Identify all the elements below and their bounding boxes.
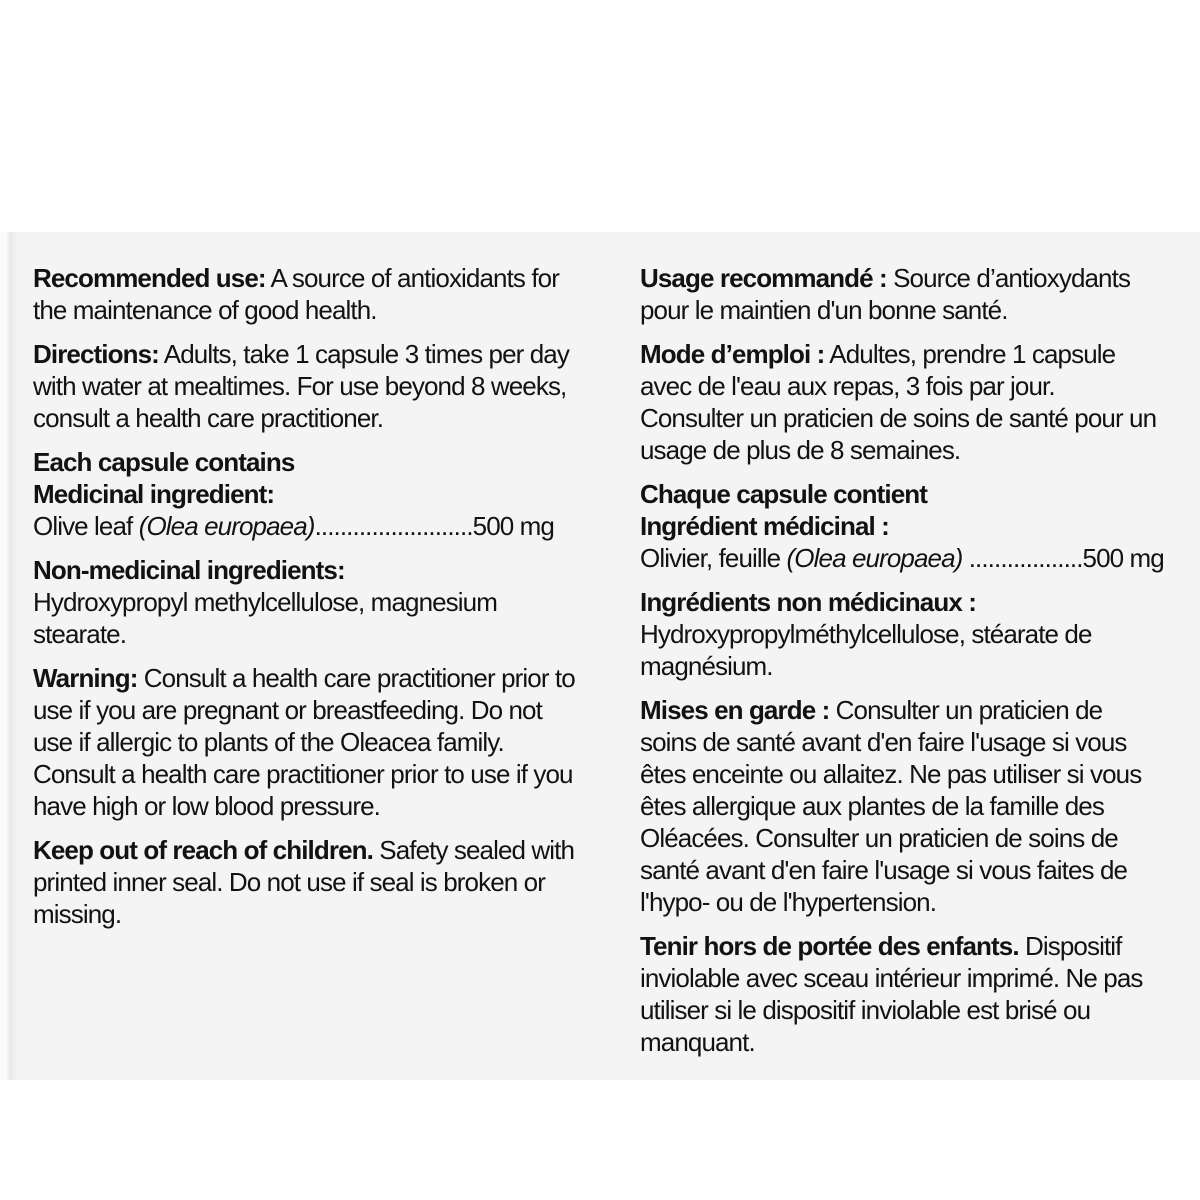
mises-en-garde-paragraph	[640, 694, 1158, 918]
mode-demploi-text: Adultes, prendre 1 capsule avec de l'eau aux repas, 3 fois par jour. Consulter un praticien de soins de santé pour un usage de plus de 8 semaines.	[640, 339, 1157, 465]
medicinal-ingredient-heading: Medicinal ingredient:	[33, 479, 275, 509]
ingredient-amount-fr: 500 mg	[1082, 543, 1164, 573]
dot-leader-fr: ..................	[962, 543, 1083, 573]
keep-out-paragraph	[33, 834, 578, 930]
tenir-hors-text: Dispositif inviolable avec sceau intérieur imprimé. Ne pas utiliser si le dispositif inviolable est brisé ou manquant.	[640, 931, 1143, 1057]
keep-out-text: Safety sealed with printed inner seal. Do not use if seal is broken or missing.	[33, 835, 575, 929]
dot-leader: .........................	[314, 511, 473, 541]
label-panel	[0, 232, 1200, 1080]
ingredients-non-medicinaux-heading: Ingrédients non médicinaux :	[640, 587, 976, 617]
warning-heading: Warning:	[33, 663, 138, 693]
keep-out-heading: Keep out of reach of children.	[33, 835, 373, 865]
chaque-capsule-contient-heading: Chaque capsule contient	[640, 479, 928, 509]
medicinal-ingredient-line	[33, 510, 578, 542]
french-column	[640, 262, 1164, 1070]
mises-en-garde-heading: Mises en garde :	[640, 695, 830, 725]
recommended-use-heading: Recommended use:	[33, 263, 266, 293]
ingredient-name-fr: Olivier, feuille	[640, 543, 787, 573]
non-medicinal-text: Hydroxypropyl methylcellulose, magnesium stearate.	[33, 587, 497, 649]
tenir-hors-paragraph	[640, 930, 1158, 1058]
directions-text: Adults, take 1 capsule 3 times per day with water at mealtimes. For use beyond 8 weeks, consult a health care practitioner.	[33, 339, 569, 433]
ingredient-name: Olive leaf	[33, 511, 139, 541]
recommended-use-paragraph	[33, 262, 578, 326]
label-columns	[0, 232, 1200, 1070]
warning-paragraph	[33, 662, 578, 822]
recommended-use-text: A source of antioxidants for the maintenance of good health.	[33, 263, 559, 325]
mode-demploi-paragraph	[640, 338, 1158, 466]
mises-en-garde-text: Consulter un praticien de soins de santé avant d'en faire l'usage si vous êtes enceinte ou allaitez. Ne pas utiliser si vous êtes allergique aux plantes de la famille des Oléacées. Consulter un praticien de soins de santé avant d'en faire l'usage si vous faites de l'hypo- ou de l'hypertension.	[640, 695, 1142, 917]
directions-heading: Directions:	[33, 339, 159, 369]
usage-recommande-heading: Usage recommandé :	[640, 263, 887, 293]
non-medicinal-heading: Non-medicinal ingredients:	[33, 555, 345, 585]
usage-recommande-text: Source d’antioxydants pour le maintien d'un bonne santé.	[640, 263, 1131, 325]
ingredient-medicinal-line	[640, 542, 1164, 574]
tenir-hors-heading: Tenir hors de portée des enfants.	[640, 931, 1019, 961]
usage-recommande-paragraph	[640, 262, 1158, 326]
mode-demploi-heading: Mode d’emploi :	[640, 339, 825, 369]
ingredients-non-medicinaux-text: Hydroxypropylméthylcellulose, stéarate de magnésium.	[640, 619, 1092, 681]
directions-paragraph	[33, 338, 578, 434]
english-column	[33, 262, 578, 1070]
ingredient-latin-name-fr: (Olea europaea)	[786, 543, 963, 573]
ingredient-medicinal-heading: Ingrédient médicinal :	[640, 511, 889, 541]
each-capsule-contains-heading: Each capsule contains	[33, 447, 295, 477]
ingredient-latin-name: (Olea europaea)	[138, 511, 315, 541]
ingredient-amount: 500 mg	[472, 511, 554, 541]
warning-text: Consult a health care practitioner prior to use if you are pregnant or breastfeeding. Do not use if allergic to plants of the Oleacea family. Consult a health care practitioner prior to use if you have high or low blood pressure.	[33, 663, 575, 821]
